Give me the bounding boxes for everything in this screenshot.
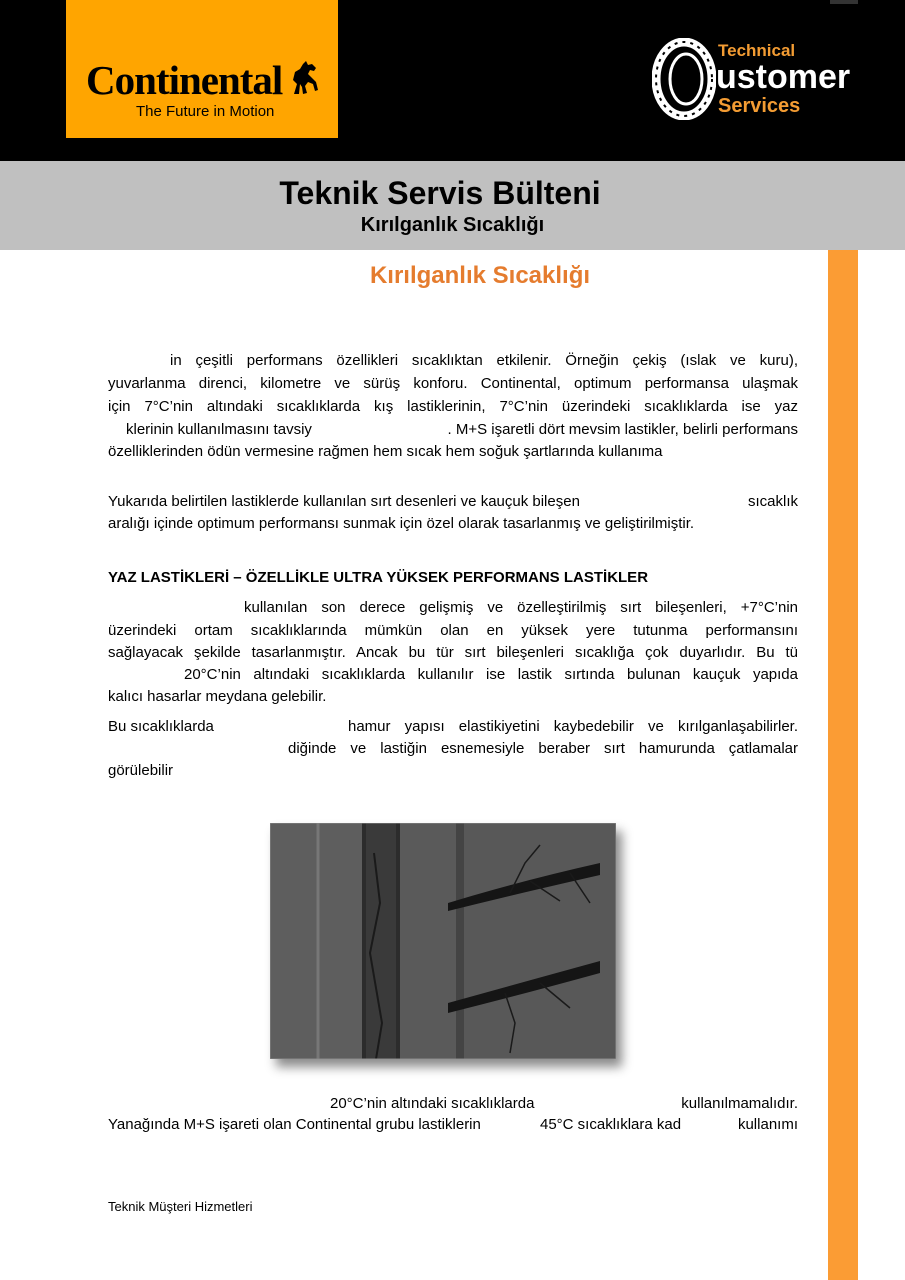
section-line: üzerindeki ortam sıcaklıklarında mümkün olan en yüksek yere tutunma performansını [108,622,798,639]
paragraph-line: aralığı içinde optimum performansı sunmak için özel olarak tasarlanmış ve geliştirilmiştir. [108,515,695,532]
closing-line: 20°C’nin altındaki sıcaklıklarda [330,1095,535,1112]
cracked-tread-photo [270,823,616,1059]
intro-line: yuvarlanma direnci, kilometre ve sürüş konforu. Continental, optimum performansa ulaşmak [108,375,798,392]
tcs-services-label: Services [718,95,801,117]
section-line: kalıcı hasarlar meydana gelebilir. [108,688,327,705]
intro-line: için 7°C’nin altındaki sıcaklıklarda kış lastiklerinin, 7°C’nin üzerindeki sıcaklıklarda ise yaz [108,398,798,415]
tcs-customer-label: ustomer [716,58,851,96]
header-bar [0,0,905,161]
title-band [0,161,905,250]
section-line: 20°C’nin altındaki sıcaklıklarda kullanılır ise lastik sırtında bulunan kauçuk yapıda [184,666,798,683]
intro-line: in çeşitli performans özellikleri sıcaklıktan etkilenir. Örneğin çekiş (ıslak ve kuru), [170,352,798,369]
intro-line: klerinin kullanılmasını tavsiy [126,421,312,438]
intro-line: . M+S işaretli dört mevsim lastikler, belirli performans [447,421,798,438]
corner-mark [830,0,858,4]
side-accent-bar [828,250,858,1280]
prancing-horse-icon [288,60,322,96]
section-line: kullanılan son derece gelişmiş ve özelleştirilmiş sırt bileşenleri, +7°C’nin [244,599,798,616]
section-line: hamur yapısı elastikiyetini kaybedebilir ve kırılganlaşabilirler. [348,718,798,735]
technical-customer-services-logo [652,38,851,120]
continental-logo [66,0,338,138]
logo-wordmark: Continental [86,57,283,103]
footer-text: Teknik Müşteri Hizmetleri [108,1199,253,1214]
closing-line: Yanağında M+S işareti olan Continental grubu lastiklerin [108,1116,481,1133]
closing-line: kullanılmamalıdır. [681,1095,798,1112]
section-line: Bu sıcaklıklarda [108,718,214,735]
bulletin-title: Teknik Servis Bülteni [279,175,601,211]
logo-tagline: The Future in Motion [136,103,275,120]
closing-line: kullanımı [737,1116,798,1133]
section-line: sağlayacak şekilde tasarlanmıştır. Ancak bu tür sırt bileşenleri sıcaklığa çok duyarlıdır. Bu tü [108,644,798,661]
paragraph-line: sıcaklık [747,493,798,510]
intro-line: özelliklerinden ödün vermesine rağmen hem sıcak hem soğuk şartlarında kullanıma [108,443,663,460]
closing-line: 45°C sıcaklıklara kad [540,1116,682,1133]
main-heading: Kırılganlık Sıcaklığı [369,262,591,289]
bulletin-subtitle: Kırılganlık Sıcaklığı [360,214,545,236]
tcs-technical-label: Technical [718,41,796,60]
paragraph-line: Yukarıda belirtilen lastiklerde kullanılan sırt desenleri ve kauçuk bileşen [108,493,580,510]
section-line: görülebilir [108,762,174,779]
tire-icon [652,38,716,120]
section-line: diğinde ve lastiğin esnemesiyle beraber sırt hamurunda çatlamalar [288,740,798,757]
section-heading: YAZ LASTİKLERİ – ÖZELLİKLE ULTRA YÜKSEK PERFORMANS LASTİKLER [108,569,649,586]
